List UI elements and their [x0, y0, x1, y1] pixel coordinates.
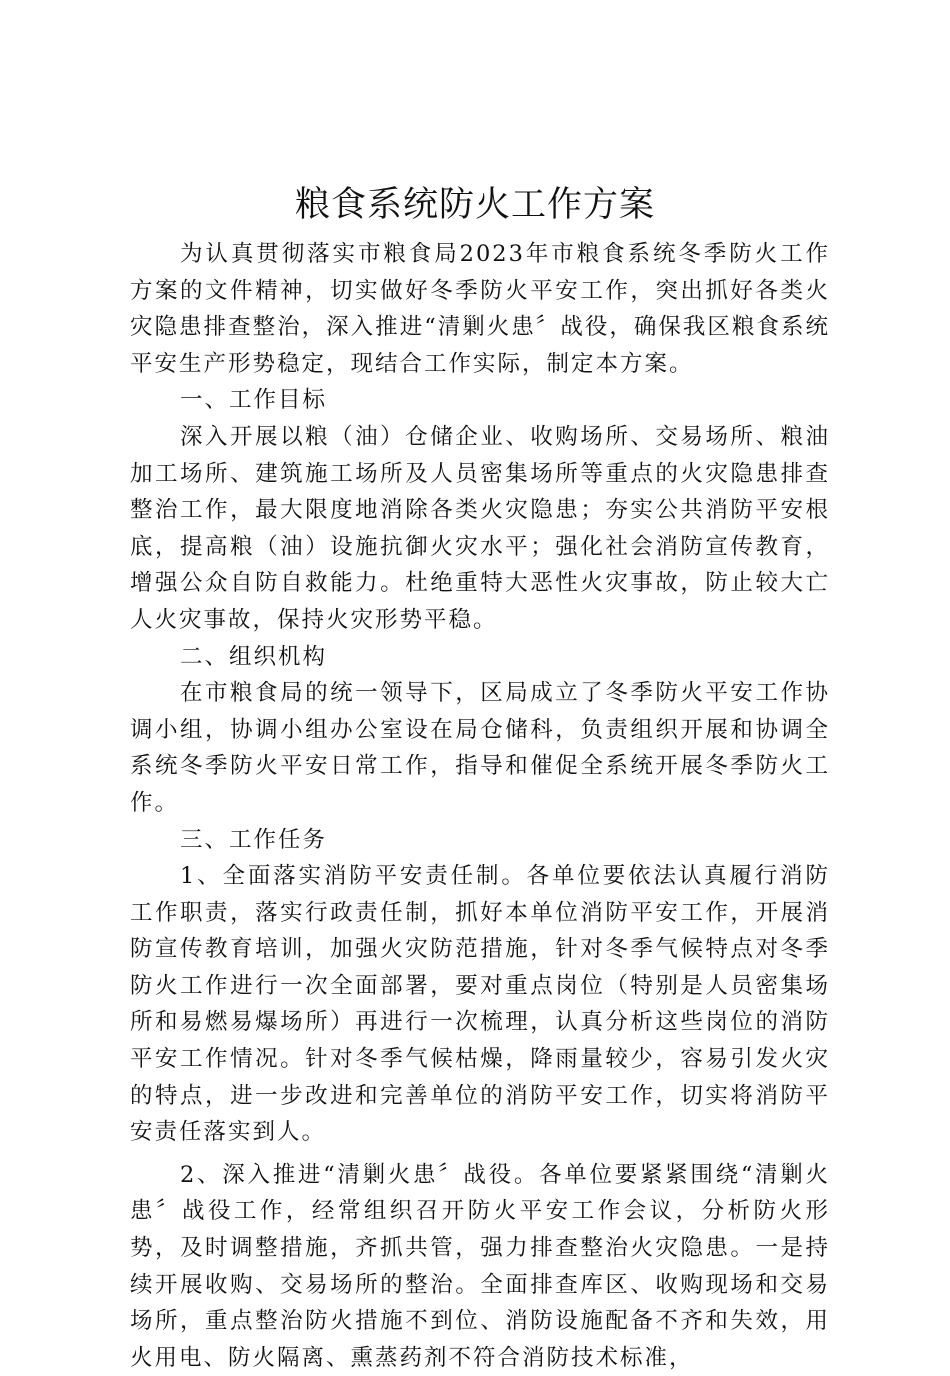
paragraph-task-1: 1、全面落实消防平安责任制。各单位要依法认真履行消防工作职责，落实行政责任制，抓好本单位消防平安工作，开展消防宣传教育培训，加强火灾防范措施，针对冬季气候特点对冬季防火工作进行一次全面部署，要对重点岗位（特别是人员密集场所和易燃易爆场所）再进行一次梳理，认真分析这些岗位的消防平安工作情况。针对冬季气候枯燥，降雨量较少，容易引发火灾的特点，进一步改进和完善单位的消防平安工作，切实将消防平安责任落实到人。: [130, 863, 830, 1146]
paragraph-organization: 在市粮食局的统一领导下，区局成立了冬季防火平安工作协调小组，协调小组办公室设在局仓储科，负责组织开展和协调全系统冬季防火平安日常工作，指导和催促全系统开展冬季防火工作。: [130, 680, 830, 816]
paragraph-task-2: 2、深入推进“清剿火患〞战役。各单位要紧紧围绕“清剿火患〞战役工作，经常组织召开防火平安工作会议，分析防火形势，及时调整措施，齐抓共管，强力排查整治火灾隐患。一是持续开展收购、交易场所的整治。全面排查库区、收购现场和交易场所，重点整治防火措施不到位、消防设施配备不齐和失效，用火用电、防火隔离、熏蒸药剂不符合消防技术标准，: [130, 1161, 830, 1371]
document-body: [130, 236, 830, 1376]
paragraph-work-goals: 深入开展以粮（油）仓储企业、收购场所、交易场所、粮油加工场所、建筑施工场所及人员密集场所等重点的火灾隐患排查整治工作，最大限度地消除各类火灾隐患；夯实公共消防平安根底，提高粮（油）设施抗御火灾水平；强化社会消防宣传教育，增强公众自防自救能力。杜绝重特大恶性火灾事故，防止较大亡人火灾事故，保持火灾形势平稳。: [130, 423, 830, 633]
paragraph-intro: 为认真贯彻落实市粮食局2023年市粮食系统冬季防火工作方案的文件精神，切实做好冬季防火平安工作，突出抓好各类火灾隐患排查整治，深入推进“清剿火患〞战役，确保我区粮食系统平安生产形势稳定，现结合工作实际，制定本方案。: [130, 241, 830, 377]
heading-work-tasks: 三、工作任务: [180, 826, 328, 853]
heading-work-goals: 一、工作目标: [180, 387, 328, 414]
heading-organization: 二、组织机构: [180, 643, 328, 670]
document-title: 粮食系统防火工作方案: [294, 185, 655, 225]
